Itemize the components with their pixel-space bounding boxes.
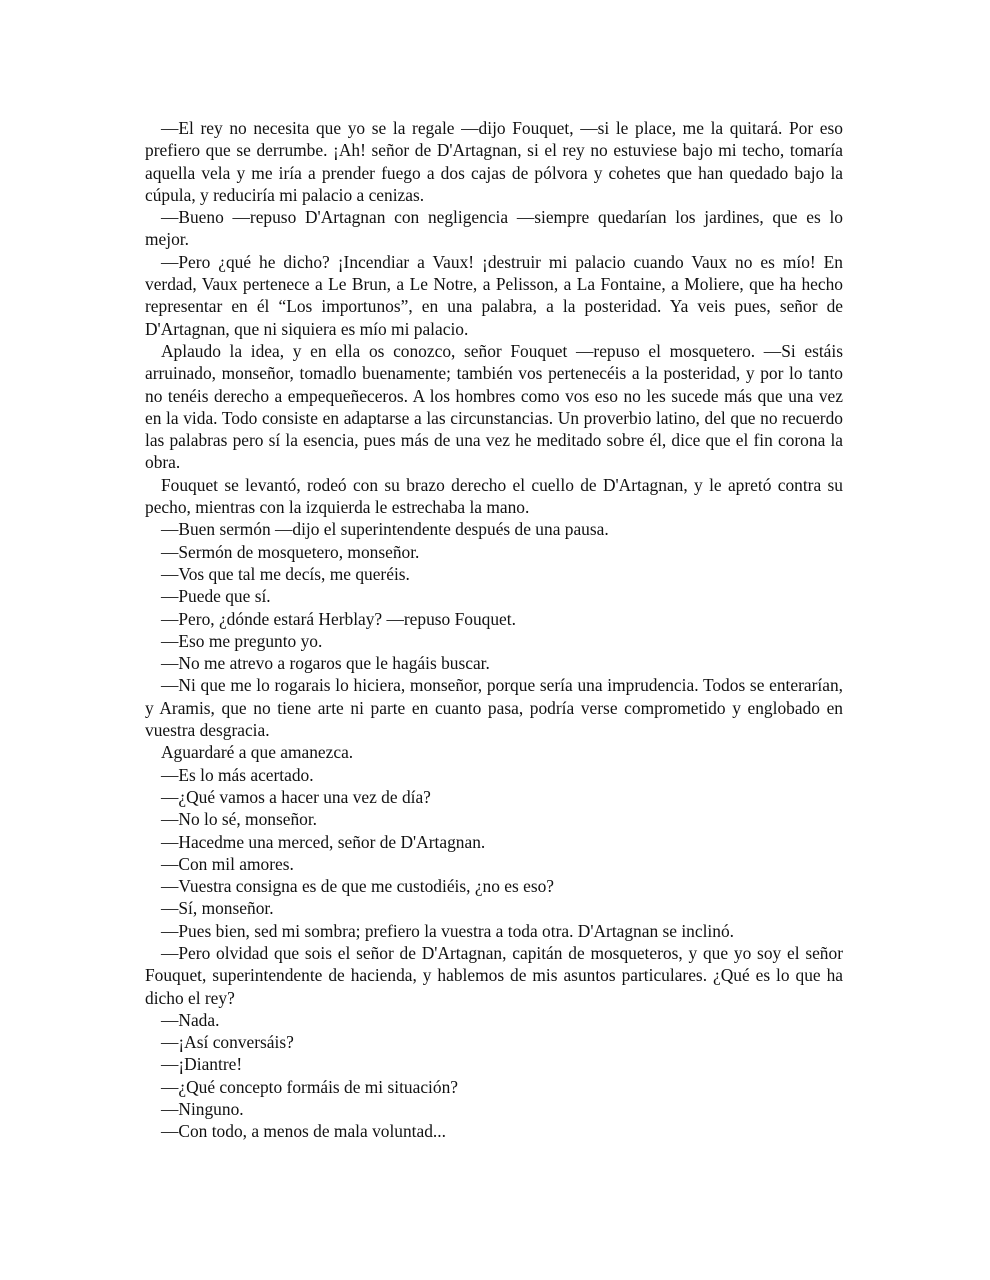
paragraph: —¿Qué concepto formáis de mi situación? (161, 1076, 458, 1097)
paragraph: Aplaudo la idea, y en ella os conozco, señor Fouquet —repuso el mosquetero. —Si estáis arruinado, monseñor, tomadlo buenamente; también vos pertenecéis a la posteridad, y por lo tanto no tenéis derecho a empequeñeceros. A los hombres como vos eso no les sucede más que una vez en la vida. Todo consiste en adaptarse a las circunstancias. Un proverbio latino, del que no recuerdo las palabras pero sí la esencia, pues más de una vez he meditado sobre él, dice que el fin corona la obra. (145, 340, 843, 473)
paragraph: —Ninguno. (161, 1099, 244, 1120)
paragraph: —No me atrevo a rogaros que le hagáis buscar. (161, 653, 490, 674)
paragraph: —Sermón de mosquetero, monseñor. (161, 541, 420, 562)
paragraph: —Pero ¿qué he dicho? ¡Incendiar a Vaux! ¡destruir mi palacio cuando Vaux no es mío! En verdad, Vaux pertenece a Le Brun, a Le Notre, a Pelisson, a La Fontaine, a Moliere, que ha hecho representar en él “Los importunos”, en una palabra, a la posteridad. Ya veis pues, señor de D'Artagnan, que ni siquiera es mío mi palacio. (145, 251, 843, 339)
paragraph: —Pues bien, sed mi sombra; prefiero la vuestra a toda otra. D'Artagnan se inclinó. (161, 920, 734, 941)
paragraph: —Con mil amores. (161, 853, 294, 874)
paragraph: —Eso me pregunto yo. (161, 630, 323, 651)
page-text-body (145, 117, 843, 1143)
paragraph: —Es lo más acertado. (161, 764, 314, 785)
paragraph: —El rey no necesita que yo se la regale —dijo Fouquet, —si le place, me la quitará. Por eso prefiero que se derrumbe. ¡Ah! señor de D'Artagnan, si el rey no estuviese bajo mi techo, tomaría aquella vela y me iría a prender fuego a dos cajas de pólvora y cohetes que han quedado bajo la cúpula, y reduciría mi palacio a cenizas. (145, 118, 843, 205)
paragraph: —Nada. (161, 1009, 220, 1030)
paragraph: Aguardaré a que amanezca. (161, 742, 354, 763)
paragraph: Fouquet se levantó, rodeó con su brazo derecho el cuello de D'Artagnan, y le apretó contra su pecho, mientras con la izquierda le estrechaba la mano. (145, 474, 843, 518)
paragraph: —Bueno —repuso D'Artagnan con negligencia —siempre quedarían los jardines, que es lo mejor. (145, 207, 843, 250)
paragraph: —Vos que tal me decís, me queréis. (161, 563, 410, 584)
paragraph: —Sí, monseñor. (161, 898, 274, 919)
paragraph: —¡Diantre! (161, 1054, 243, 1075)
paragraph: —¡Así conversáis? (161, 1032, 294, 1053)
paragraph: —Pero, ¿dónde estará Herblay? —repuso Fouquet. (161, 608, 516, 629)
paragraph: —Vuestra consigna es de que me custodiéis, ¿no es eso? (161, 876, 555, 897)
paragraph: —¿Qué vamos a hacer una vez de día? (161, 786, 431, 807)
paragraph: —Ni que me lo rogarais lo hiciera, monseñor, porque sería una imprudencia. Todos se enterarían, y Aramis, que no tiene arte ni parte en cuanto pasa, podría verse comprometido y englobado en vuestra desgracia. (145, 675, 843, 741)
paragraph: —Buen sermón —dijo el superintendente después de una pausa. (161, 519, 609, 540)
paragraph: —No lo sé, monseñor. (161, 809, 318, 830)
paragraph: —Puede que sí. (161, 586, 271, 607)
paragraph: —Pero olvidad que sois el señor de D'Artagnan, capitán de mosqueteros, y que yo soy el señor Fouquet, superintendente de hacienda, y hablemos de mis asuntos particulares. ¿Qué es lo que ha dicho el rey? (145, 942, 843, 1008)
paragraph: —Con todo, a menos de mala voluntad... (161, 1121, 446, 1142)
paragraph: —Hacedme una merced, señor de D'Artagnan. (161, 831, 486, 852)
